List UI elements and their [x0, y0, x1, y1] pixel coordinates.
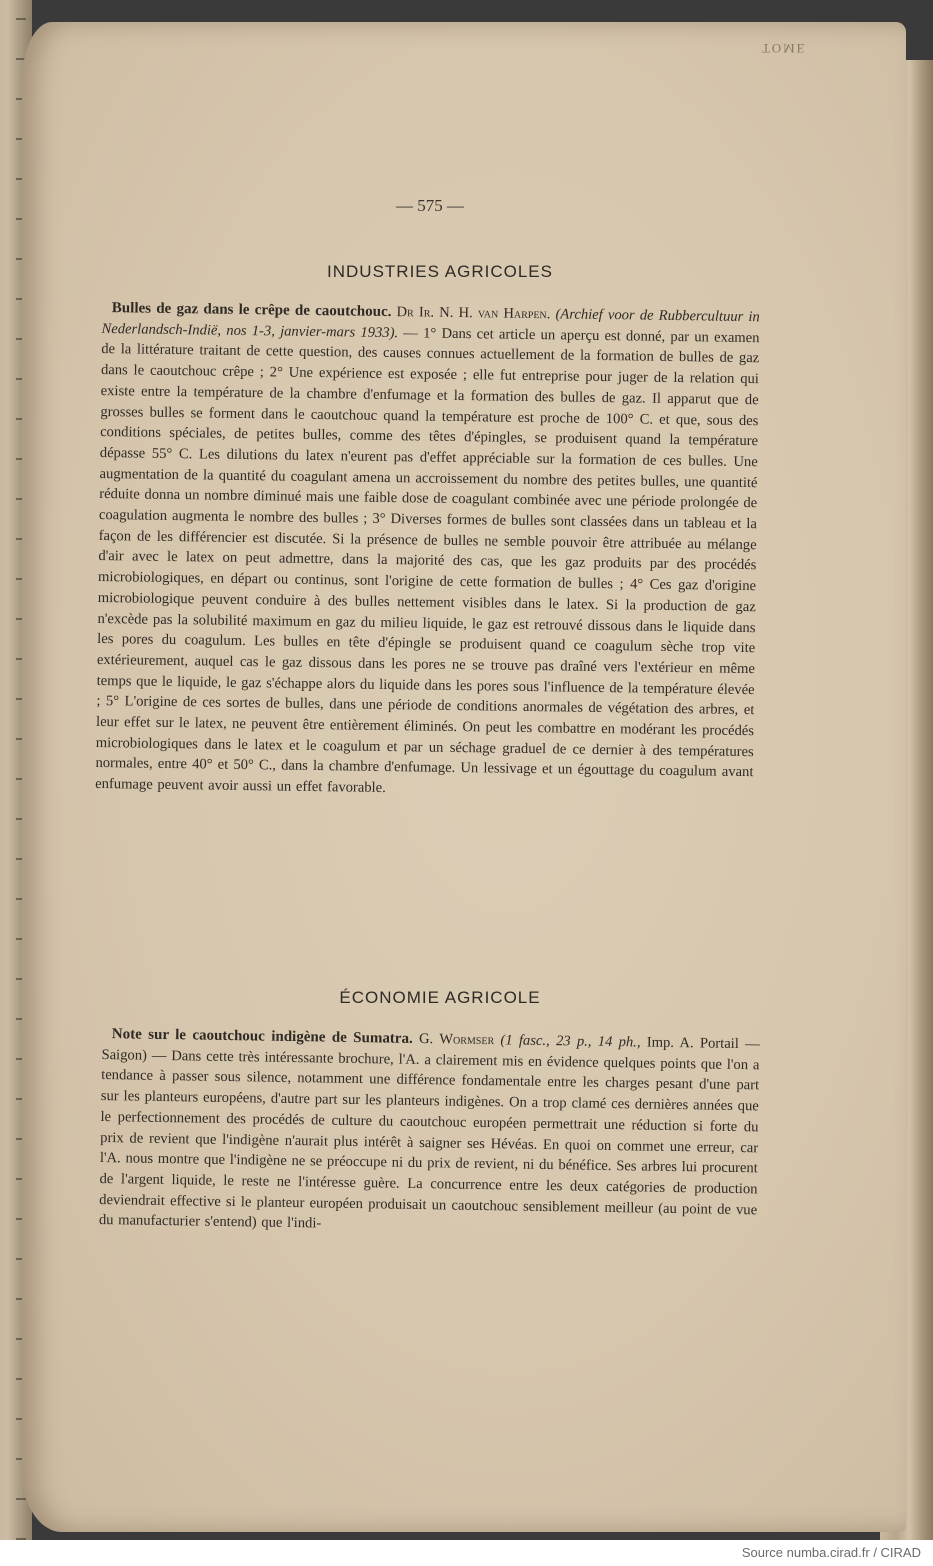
running-head: TOME: [762, 41, 807, 56]
article-source: (Archief voor de Rubbercultuur in Nederlandsch-Indië, nos 1-3, janvier-mars 1933).: [101, 306, 760, 341]
article-bulles-de-gaz: [95, 298, 760, 804]
article-author: Dr Ir. N. H. van Harpen.: [396, 304, 551, 323]
article-title: Bulles de gaz dans le crêpe de caoutchouc.: [111, 300, 392, 321]
article-title: Note sur le caoutchouc indigène de Sumatra.: [111, 1026, 413, 1047]
article-publisher: Imp. A. Portail — Saigon): [101, 1034, 760, 1064]
source-credit: Source numba.cirad.fr / CIRAD: [741, 1545, 921, 1560]
article-body: — Dans cette très intéressante brochure, l'A. a clairement mis en évidence quelques points que l'on a tendance à passer sous silence, notamment une différence fondamentale entre les charges pesant d'une part sur les planteurs européens, d'autre part sur les planteurs indigènes. On a trop clamé ces dernières années que le perfectionnement des procédés de culture du caoutchouc européen permettrait une réduction si forte du prix de revient que l'indigène n'aurait plus intérêt à saigner ses Hévéas. En quoi on commet une erreur, car l'A. nous montre que l'indigène ne se préoccupe ni du prix de revient, ni du bénéfice. Ses arbres lui procurent de l'argent liquide, le reste ne l'intéresse guère. La concurrence entre les deux catégories de production deviendrait effective si le planteur européen produisait un caoutchouc sensiblement meilleur (au point de vue du manufacturier s'entend) que l'indi-: [98, 1047, 760, 1232]
source-footer: [0, 1540, 933, 1566]
article-source: (1 fasc., 23 p., 14 ph.,: [500, 1032, 641, 1051]
article-caoutchouc-sumatra: [99, 1024, 760, 1241]
section-heading-economie: ÉCONOMIE AGRICOLE: [339, 988, 541, 1007]
page-number: — 575 —: [396, 196, 464, 215]
article-body: — 1° Dans cet article un aperçu est donné, par un examen de la littérature traitant de cette question, des causes connues actuellement de la formation de bulles de gaz dans le caoutchouc crêpe ; 2° Une expérience est exposée ; elle fut entreprise pour juger de la relation qui existe entre la température de la chambre d'enfumage et la formation des bulles de gaz. Il apparut que de grosses bulles se forment dans le caoutchouc quand la température est proche de 100° C. et que, sous des conditions spéciales, de petites bulles, comme des têtes d'épingles, se produisent quand la température dépasse 55° C. Les dilutions du latex n'eurent pas d'effet appréciable sur la formation de ces bulles. Une augmentation de la quantité du coagulant amena un accroissement du nombre des petites bulles, une quantité réduite donna un nombre diminué mais une faible dose de coagulant combinée avec une période prolongée de coagulation augmenta le nombre des bulles ; 3° Diverses formes de bulles sont classées dans un tableau et la façon de les différencier est discutée. Si la présence de bulles ne semble pouvoir être attribuée au mélange d'air avec le latex on peut admettre, dans la majorité des cas, que les gaz produits par des procédés microbiologiques, en départ ou continus, sont l'origine de cette formation de bulles ; 4° Ces gaz d'origine microbiologique peuvent conduire à des bulles nettement visibles dans le latex. Si la production de gaz n'excède pas la solubilité maximum en gaz du milieu liquide, le gaz est retrouvé dissous dans le liquide dans les pores du coagulum. Les bulles en tête d'épingle se produisent quand ce coagulum sèche trop vite extérieurement, auquel cas le gaz dissous dans les pores ne se trouve pas draîné vers l'extérieur en même temps que le liquide, le gaz s'échappe alors du liquide dans les pores sous l'influence de la température élevée ; 5° L'origine de ces sortes de bulles, dans une période de conditions anormales de végétation des arbres, et leur effet sur le latex, ne peuvent être entièrement éliminés. On peut les combattre en modérant les procédés microbiologiques dans le latex et le coagulum et par un séchage graduel de ce dernier à des températures normales, entre 40° et 50° C., dans la chambre d'enfumage. Un lessivage et un égouttage du coagulum avant enfumage peuvent avoir aussi un effet favorable.: [95, 324, 760, 797]
section-heading-industries: INDUSTRIES AGRICOLES: [327, 262, 553, 281]
article-author: G. Wormser: [418, 1030, 495, 1049]
